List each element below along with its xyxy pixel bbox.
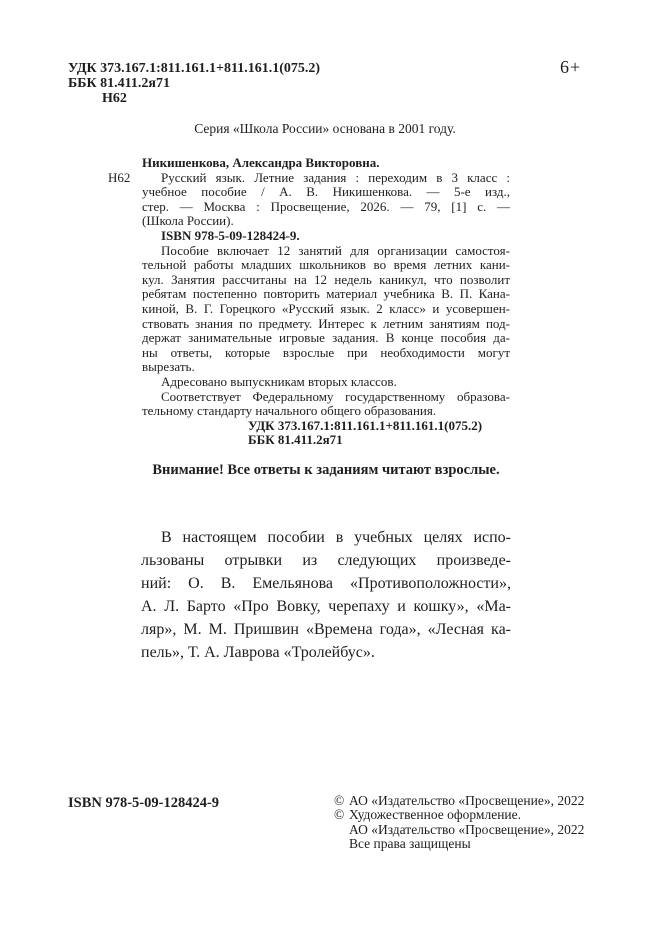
standard-compliance-note	[142, 390, 510, 419]
bbk-code: ББК 81.411.2я71	[68, 76, 170, 92]
udk-code: УДК 373.167.1:811.161.1+811.161.1(075.2)	[68, 61, 321, 76]
series-note: Серия «Школа России» основана в 2001 году.	[194, 121, 456, 136]
copyright-symbol	[334, 837, 349, 851]
copyright-symbol: ©	[334, 807, 345, 823]
copyright-text: АО «Издательство «Просвещение», 2022	[349, 821, 585, 837]
text-line: Русский язык. Летние задания : переходим в 3 класс :	[161, 169, 510, 185]
annotation	[142, 244, 510, 375]
text-line: ны ответы, которые взрослые при необходимости могут	[142, 344, 510, 360]
age-rating-mark: 6+	[560, 57, 582, 77]
copyright-line	[334, 808, 584, 822]
copyright-symbol	[334, 823, 349, 837]
bbk-code-bottom: ББК 81.411.2я71	[248, 432, 343, 448]
text-line: учебное пособие / А. В. Никишенкова. — 5-е изд.,	[142, 184, 510, 200]
text-line: ний: О. В. Емельянова «Противоположности»,	[141, 575, 511, 592]
text-line: держат занимательные игровые задания. В конце пособия да-	[142, 330, 510, 346]
copyright-line	[334, 794, 584, 808]
text-line: Соответствует Федеральному государственному образова-	[161, 388, 510, 404]
copyright-text: Художественное оформление.	[349, 807, 522, 823]
text-line: стер. — Москва : Просвещение, 2026. — 79, [1] с. —	[142, 198, 510, 214]
author-sign-code: Н62	[102, 91, 127, 107]
text-line: В настоящем пособии в учебных целях испо-	[161, 529, 511, 546]
udk-code-bottom: УДК 373.167.1:811.161.1+811.161.1(075.2)	[248, 417, 483, 433]
margin-author-sign: Н62	[108, 169, 131, 185]
text-line: кул. Занятия рассчитаны на 12 недель каникул, что позволит	[142, 271, 510, 287]
text-line: льзованы отрывки из следующих произведе-	[141, 552, 511, 569]
text-line: тельной работы младших школьников во время летних кани-	[142, 257, 510, 273]
copyright-text: Все права защищены	[349, 836, 471, 852]
text-line: пель», Т. А. Лаврова «Тролейбус».	[141, 644, 375, 661]
classification-codes-bottom	[142, 419, 510, 448]
text-line: ребятам постепенно повторить материал учебника В. П. Кана-	[142, 286, 510, 302]
audience-note: Адресовано выпускникам вторых классов.	[161, 373, 397, 389]
text-line: Пособие включает 12 занятий для организации самостоя-	[161, 242, 510, 258]
text-line: (Школа России).	[142, 213, 234, 229]
copyright-symbol: ©	[334, 793, 345, 808]
text-line: тельному стандарту начального общего образования.	[142, 403, 437, 419]
copyright-block	[334, 794, 584, 852]
author-heading: Никишенкова, Александра Викторовна.	[142, 155, 380, 170]
copyright-line	[334, 823, 584, 837]
excerpts-credits-paragraph	[141, 526, 511, 664]
text-line: ствовать знания по предмету. Интерес к летним занятиям под-	[142, 315, 510, 331]
classification-codes-top	[68, 61, 320, 107]
catalog-card	[108, 155, 510, 448]
isbn-footer: ISBN 978-5-09-128424-9	[68, 795, 220, 811]
bibliographic-description	[142, 171, 510, 229]
attention-notice: Внимание! Все ответы к заданиям читают взрослые.	[152, 462, 500, 478]
copyright-text: АО «Издательство «Просвещение», 2022	[349, 793, 585, 808]
text-line: А. Л. Барто «Про Вовку, черепаху и кошку», «Ма-	[141, 598, 511, 615]
copyright-line	[334, 837, 584, 851]
text-line: ляр», М. М. Пришвин «Времена года», «Лесная ка-	[141, 621, 511, 638]
text-line: вырезать.	[142, 359, 195, 375]
text-line: киной, В. Г. Горецкого «Русский язык. 2 класс» и усовершен-	[142, 300, 510, 316]
isbn-card: ISBN 978-5-09-128424-9.	[161, 227, 300, 243]
